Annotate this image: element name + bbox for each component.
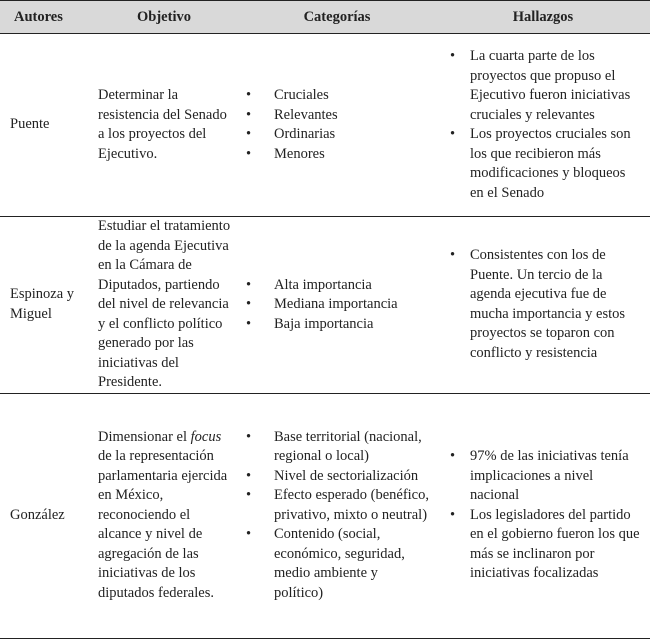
table-row (0, 34, 650, 217)
list-item: • Los legisladores del partido en el gobierno fueron los que más se inclinaron por iniciativas focalizadas (436, 506, 642, 584)
header-hallazgos: Hallazgos (436, 1, 650, 34)
author-cell: Puente (0, 34, 90, 217)
header-categorias: Categorías (238, 1, 436, 34)
list-item: • Contenido (social, económico, seguridad, medio ambiente y político) (238, 525, 430, 603)
objective-cell (90, 393, 238, 638)
table-row (0, 217, 650, 394)
categories-list (238, 86, 430, 164)
findings-cell (436, 393, 650, 638)
categories-cell (238, 217, 436, 394)
categories-list (238, 276, 430, 335)
list-item: • 97% de las iniciativas tenía implicaciones a nivel nacional (436, 447, 642, 506)
list-item: • Alta importancia (238, 276, 430, 296)
list-item: • Efecto esperado (benéfico, privativo, mixto o neutral) (238, 486, 430, 525)
header-row (0, 1, 650, 34)
list-item: • Base territorial (nacional, regional o local) (238, 428, 430, 467)
header-objetivo: Objetivo (90, 1, 238, 34)
findings-cell (436, 34, 650, 217)
list-item: • Menores (238, 145, 430, 165)
objective-text-post: de la representación parlamentaria ejercida en México, reconociendo el alcance y nivel de agregación de las iniciativas de los diputados federales. (98, 448, 228, 601)
list-item: • La cuarta parte de los proyectos que propuso el Ejecutivo fueron iniciativas cruciales y relevantes (436, 47, 642, 125)
findings-list (436, 447, 642, 584)
header-autores: Autores (0, 1, 90, 34)
findings-list (436, 47, 642, 203)
objective-cell: Estudiar el tratamiento de la agenda Ejecutiva en la Cámara de Diputados, partiendo del nivel de relevancia y el conflicto político generado por las iniciativas del Presidente. (90, 217, 238, 394)
list-item: • Baja importancia (238, 315, 430, 335)
table-row (0, 393, 650, 638)
list-item: • Nivel de sectorialización (238, 467, 430, 487)
list-item: • Mediana importancia (238, 295, 430, 315)
list-item: • Ordinarias (238, 125, 430, 145)
list-item: • Relevantes (238, 106, 430, 126)
findings-list (436, 246, 642, 363)
objective-cell: Determinar la resistencia del Senado a los proyectos del Ejecutivo. (90, 34, 238, 217)
objective-text-focus: focus (190, 428, 222, 445)
categories-list (238, 428, 430, 604)
author-cell: González (0, 393, 90, 638)
objective-text-pre: Dimensionar el (98, 428, 191, 445)
findings-cell (436, 217, 650, 394)
categories-cell (238, 393, 436, 638)
author-cell: Espinoza y Miguel (0, 217, 90, 394)
list-item: • Los proyectos cruciales son los que recibieron más modificaciones y bloqueos en el Senado (436, 125, 642, 203)
list-item: • Consistentes con los de Puente. Un tercio de la agenda ejecutiva fue de mucha importancia y estos proyectos se toparon con conflicto y resistencia (436, 246, 642, 363)
list-item: • Cruciales (238, 86, 430, 106)
categories-cell (238, 34, 436, 217)
